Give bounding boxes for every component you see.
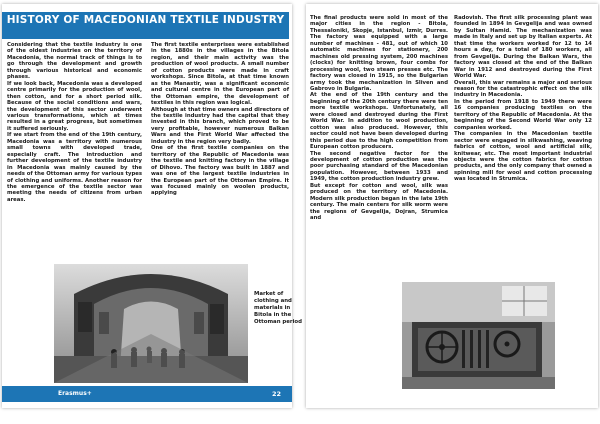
text-column-1 (7, 42, 142, 203)
page-title: HISTORY OF MACEDONIAN TEXTILE INDUSTRY (2, 12, 289, 39)
text-column-3 (310, 15, 448, 222)
right-page (306, 4, 598, 408)
machinery-photo-image (402, 282, 555, 389)
market-photo-image (54, 264, 248, 383)
market-photo (54, 264, 248, 383)
column-3-text: The final products were sold in most of the major cities in the region - Bitola, Thessaloniki, Skopje, Istanbul, Izmir, Durres. The factory was equipped with a large number of machines - 481, out of which 10 automatic machines for stationery, 200 machines old pressing system, 200 machines (clocks) for knitting brown, four combs for processing wool, two steam presses etc. The factory was closed in 1915, so the Bulgarian army took the mechanization in Sliven and Gabrovo in Bulgaria. At the end of the 19th century and the beginning of the 20th century there were ten more textile workshops. Unfortunately, all were closed and destroyed during the First World War. In addition to wool production, cotton was also produced. However, this sector could not have been developed during this period due to the high competition from European cotton producers. The second negative factor for the development of cotton production was the poor purchasing standard of the Macedonian population. However, between 1933 and 1949, the cotton production industry grew. But except for cotton and wool, silk was produced on the territory of Macedonia. Modern silk production began in the late 19th century. The main centers for silk worm were the regions of Gevgelija, Dojran, Strumica and (310, 15, 448, 222)
text-column-2 (151, 42, 289, 197)
footer-bar (2, 386, 292, 402)
left-page (2, 4, 302, 408)
column-1-text: Considering that the textile industry is one of the oldest industries on the territory of Macedonia, the normal track of things is to go through the development and growth through various historical and economic phases. If we look back, Macedonia was a developed centre primarily for the production of wool, then cotton, and for a short period silk. Because of the social conditions and wars, the development of this sector underwent various transformations, which at times resulted in a great progress, but sometimes it suffered seriously. If we start from the end of the 19th century, Macedonia was a territory with numerous small towns with developed trade, especially craft. The introduction and further development of the textile industry in Macedonia was mainly caused by the needs of the Ottoman army for various types of clothing and uniforms. Another reason for the emergence of the textile sector was meeting the needs of citizens from urban areas. (7, 42, 142, 203)
column-2-text: The first textile enterprises were established in the 1880s in the villages in the Bitola region, and their main activity was the production of wool products. A small number of cotton products were made in craft workshops. Since Bitola, at that time known as the Manastir, was a significant economic and cultural centre in the European part of the Ottoman empire, the development of textiles in this region was logical. Although at that time owners and directors of the textile industry had the capital that they invested in this branch, which proved to be very profitable, however numerous Balkan Wars and the First World War affected the industry in the region very badly. One of the first textile companies on the territory of the Republic of Macedonia was the textile and knitting factory in the village of Dihovo. The factory was built in 1887 and was one of the largest textile industries in the European part of the Ottoman Empire. It was focused mainly on woolen products, applying (151, 42, 289, 197)
text-column-4 (454, 15, 592, 183)
machinery-photo (402, 282, 555, 389)
page-number: 22 (272, 390, 282, 398)
photo-caption: Market of clothing and materials in Bitola in the Ottoman period (254, 291, 302, 325)
column-4-text: Radovish. The first silk processing plant was founded in 1894 in Gevgelija and was owned by Sultan Hamid. The mechanization was made in Italy and set up by Italian experts. At that time the workers worked for 12 to 14 hours a day, for a total of 180 workers, all from Gevgelija. During the Balkan Wars, the factory was closed at the end of the Balkan War in 1912 and destroyed during the First World War. Overall, this war remains a major and serious reason for the catastrophic effect on the silk industry in Macedonia. In the period from 1918 to 1949 there were 16 companies producing textiles on the territory of the Republic of Macedonia. At the beginning of the Second World War only 12 companies worked. The companies in the Macedonian textile sector were engaged in silkwashing, weaving fabrics of cotton, wool and artificial silk, knitwear, etc. The most important industrial objects were the cotton fabrics for cotton products, and the only company that owned a spinning mill for wool and cotton processing was located in Strumica. (454, 15, 592, 183)
erasmus-logo-text: Erasmus+ (58, 390, 92, 397)
